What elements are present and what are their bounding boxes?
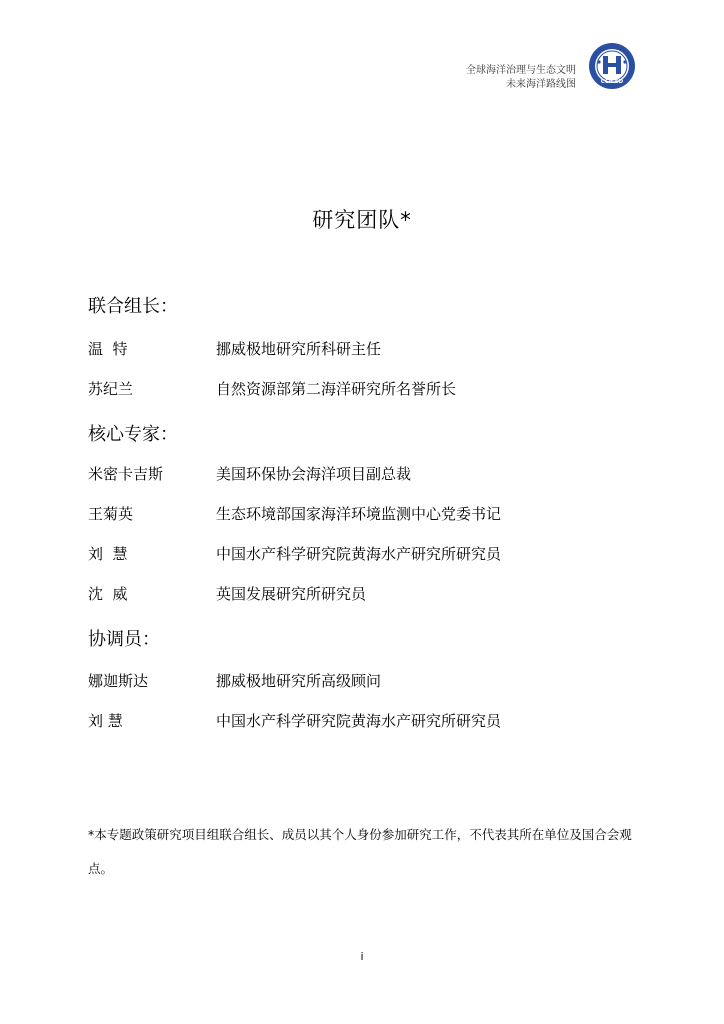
section-heading-experts: 核心专家： — [88, 424, 178, 445]
section-heading-coleads: 联合组长： — [88, 296, 178, 317]
member-role: 美国环保协会海洋项目副总裁 — [216, 465, 412, 483]
member-role: 挪威极地研究所高级顾问 — [216, 672, 382, 690]
member-name: 刘 慧 — [88, 545, 128, 563]
member-role: 挪威极地研究所科研主任 — [216, 340, 382, 358]
member-name: 沈 威 — [88, 585, 128, 603]
member-name: 王菊英 — [88, 505, 134, 523]
member-row — [88, 583, 648, 605]
running-header — [466, 64, 576, 92]
member-row — [88, 378, 648, 400]
member-row — [88, 338, 648, 360]
member-row — [88, 710, 648, 732]
member-name: 娜迦斯达 — [88, 672, 149, 690]
member-name: 刘 慧 — [88, 712, 123, 730]
member-role: 中国水产科学研究院黄海水产研究所研究员 — [216, 545, 502, 563]
header-line-2: 未来海洋路线图 — [506, 79, 576, 90]
member-row — [88, 670, 648, 692]
section-heading-coordinators: 协调员： — [88, 629, 160, 650]
member-role: 生态环境部国家海洋环境监测中心党委书记 — [216, 505, 502, 523]
page-title: 研究团队* — [312, 208, 412, 232]
member-name: 米密卡吉斯 — [88, 465, 164, 483]
footnote: *本专题政策研究项目组联合组长、成员以其个人身份参加研究工作，不代表其所在单位及国合会观点。 — [88, 827, 632, 876]
header-line-1: 全球海洋治理与生态文明 — [466, 65, 576, 76]
member-role: 中国水产科学研究院黄海水产研究所研究员 — [216, 712, 502, 730]
cciced-logo — [588, 42, 636, 90]
svg-text:CCICED: CCICED — [600, 79, 624, 85]
member-name: 温 特 — [88, 340, 128, 358]
member-row — [88, 503, 648, 525]
member-role: 自然资源部第二海洋研究所名誉所长 — [216, 380, 457, 398]
member-row — [88, 463, 648, 485]
member-name: 苏纪兰 — [88, 380, 134, 398]
member-role: 英国发展研究所研究员 — [216, 585, 367, 603]
member-row — [88, 543, 648, 565]
page-number: i — [360, 950, 364, 963]
